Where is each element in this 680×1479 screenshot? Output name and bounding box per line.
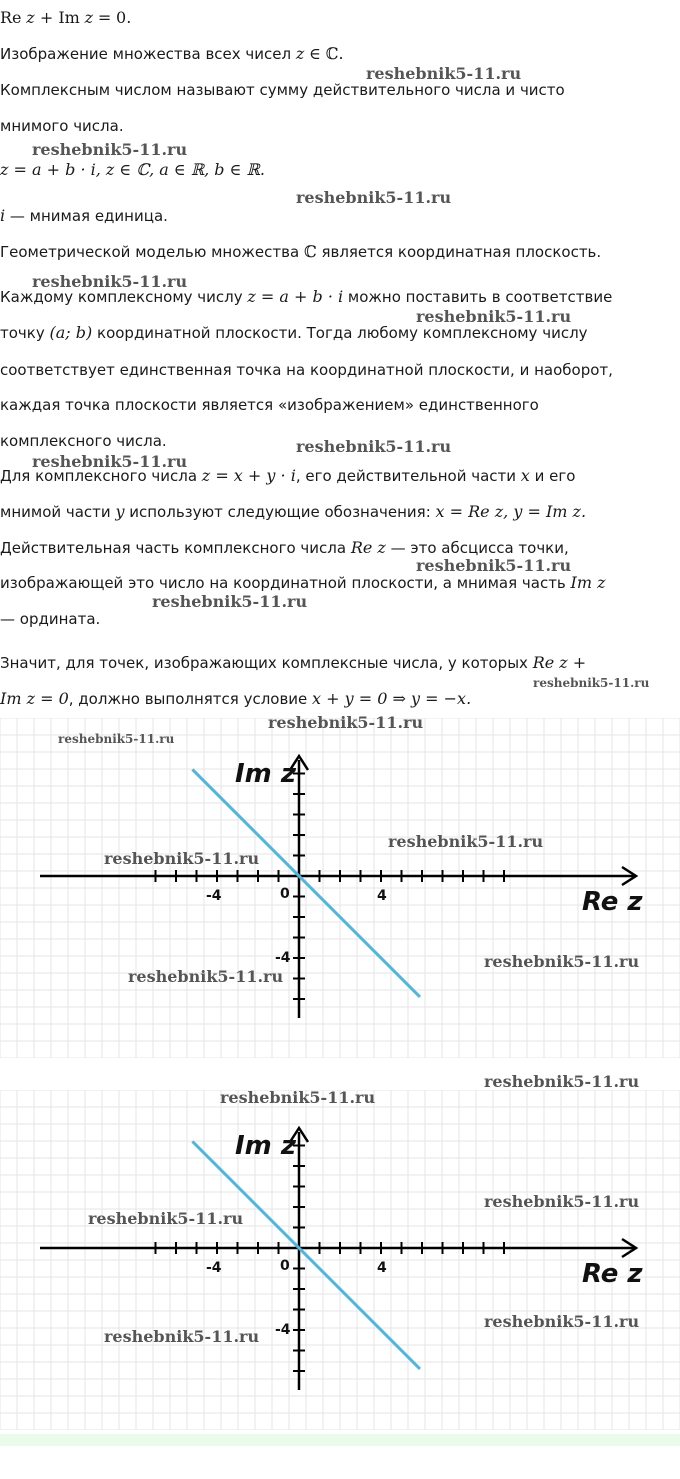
paragraph-real-part-3: — ордината. xyxy=(0,610,101,628)
watermark: reshebnik5-11.ru xyxy=(268,713,424,732)
watermark: reshebnik5-11.ru xyxy=(388,832,544,851)
tick-label-neg4-y: -4 xyxy=(275,1322,291,1338)
equation-line-1: Re z + Im z = 0. xyxy=(0,8,132,27)
tick-label-neg4: -4 xyxy=(206,888,222,904)
watermark: reshebnik5-11.ru xyxy=(58,732,175,746)
watermark: reshebnik5-11.ru xyxy=(104,849,260,868)
tick-label-0: 0 xyxy=(280,1258,290,1274)
x-axis-label: Re z xyxy=(582,887,643,917)
paragraph-imaginary-unit: i — мнимая единица. xyxy=(0,206,168,225)
paragraph-geometric-model: Геометрической моделью множества ℂ является координатная плоскость. xyxy=(0,242,602,261)
watermark: reshebnik5-11.ru xyxy=(32,272,188,291)
tick-label-0: 0 xyxy=(280,886,290,902)
watermark: reshebnik5-11.ru xyxy=(32,452,188,471)
paragraph-real-part-1: Действительная часть комплексного числа Re z — это абсцисса точки, xyxy=(0,538,569,557)
watermark: reshebnik5-11.ru xyxy=(220,1088,376,1107)
paragraph-set-image: Изображение множества всех чисел z ∈ ℂ. xyxy=(0,44,344,63)
paragraph-definition-2: мнимого числа. xyxy=(0,117,124,135)
paragraph-definition-1: Комплексным числом называют сумму действительного числа и чисто xyxy=(0,81,565,99)
watermark: reshebnik5-11.ru xyxy=(88,1209,244,1228)
watermark: reshebnik5-11.ru xyxy=(104,1327,260,1346)
graph-1 xyxy=(0,718,680,1058)
axis-ticks xyxy=(156,774,505,1000)
watermark: reshebnik5-11.ru xyxy=(484,1072,640,1091)
paragraph-condition-2: Im z = 0, должно выполнятся условие x + y = 0 ⇒ y = −x. xyxy=(0,689,472,708)
paragraph-correspondence-2: точку (a; b) координатной плоскости. Тогда любому комплексному числу xyxy=(0,323,588,342)
watermark: reshebnik5-11.ru xyxy=(416,556,572,575)
watermark: reshebnik5-11.ru xyxy=(533,676,650,690)
graph-2 xyxy=(0,1090,680,1430)
grid xyxy=(0,718,680,1058)
watermark: reshebnik5-11.ru xyxy=(484,1312,640,1331)
watermark: reshebnik5-11.ru xyxy=(366,64,522,83)
watermark: reshebnik5-11.ru xyxy=(484,952,640,971)
watermark: reshebnik5-11.ru xyxy=(152,592,308,611)
paragraph-correspondence-5: комплексного числа. xyxy=(0,432,167,450)
paragraph-correspondence-4: каждая точка плоскости является «изображением» единственного xyxy=(0,396,539,414)
tick-label-4: 4 xyxy=(377,1260,387,1276)
paragraph-correspondence-3: соответствует единственная точка на координатной плоскости, и наоборот, xyxy=(0,361,613,379)
watermark: reshebnik5-11.ru xyxy=(32,140,188,159)
tick-label-neg4-y: -4 xyxy=(275,950,291,966)
watermark: reshebnik5-11.ru xyxy=(296,188,452,207)
formula-complex: z = a + b · i, z ∈ ℂ, a ∈ ℝ, b ∈ ℝ. xyxy=(0,160,265,179)
paragraph-real-part-2: изображающей это число на координатной плоскости, а мнимая часть Im z xyxy=(0,573,606,592)
watermark: reshebnik5-11.ru xyxy=(416,307,572,326)
watermark: reshebnik5-11.ru xyxy=(484,1192,640,1211)
tick-label-neg4: -4 xyxy=(206,1260,222,1276)
x-axis-label: Re z xyxy=(582,1259,643,1289)
paragraph-condition-1: Значит, для точек, изображающих комплексные числа, у которых Re z + xyxy=(0,653,587,672)
y-axis-label: Im z xyxy=(235,759,296,789)
tick-label-4: 4 xyxy=(377,888,387,904)
y-axis-label: Im z xyxy=(235,1131,296,1161)
watermark: reshebnik5-11.ru xyxy=(296,437,452,456)
bottom-strip xyxy=(0,1434,680,1446)
watermark: reshebnik5-11.ru xyxy=(128,967,284,986)
grid xyxy=(0,1090,680,1430)
paragraph-notation-1: Для комплексного числа z = x + y · i, его действительной части x и его xyxy=(0,466,576,485)
paragraph-notation-2: мнимой части y используют следующие обозначения: x = Re z, y = Im z. xyxy=(0,502,587,521)
paragraph-correspondence-1: Каждому комплексному числу z = a + b · i можно поставить в соответствие xyxy=(0,287,613,306)
